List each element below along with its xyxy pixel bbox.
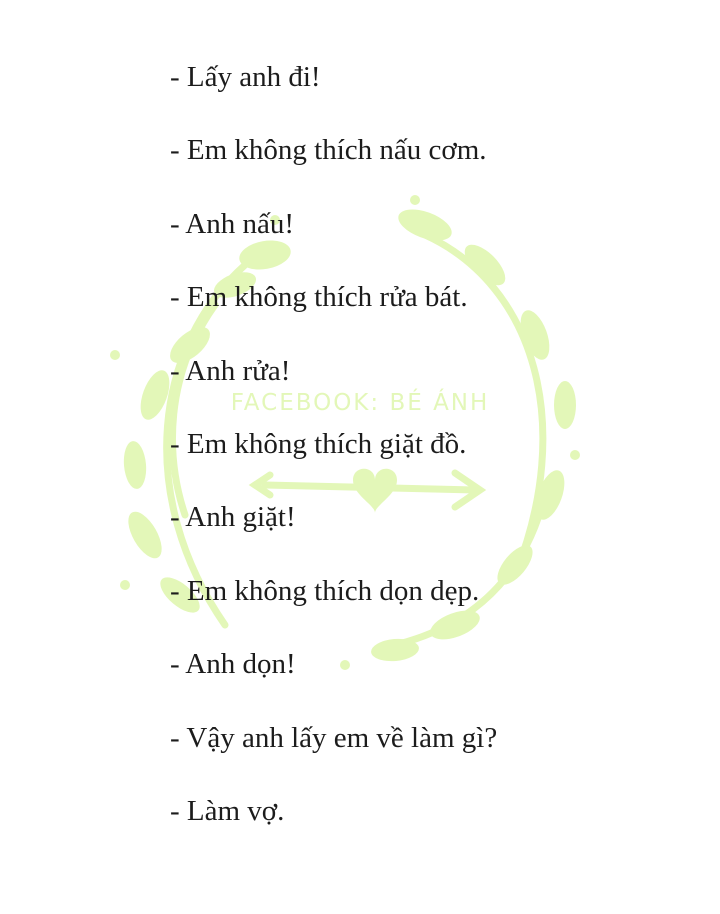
dialogue-line: - Anh dọn! xyxy=(170,648,296,681)
dialogue-line: - Vậy anh lấy em về làm gì? xyxy=(170,721,498,754)
dialogue-line: - Em không thích nấu cơm. xyxy=(170,134,487,167)
dialogue-line: - Làm vợ. xyxy=(170,794,285,827)
dialogue-line: - Em không thích giặt đồ. xyxy=(170,427,467,460)
dialogue-line: - Em không thích dọn dẹp. xyxy=(170,574,480,607)
dialogue-line: - Anh nấu! xyxy=(170,207,295,240)
dialogue-list xyxy=(170,55,497,862)
watermark-text: FACEBOOK: BÉ ÁNH xyxy=(230,390,490,416)
dialogue-line: - Anh rửa! xyxy=(170,354,291,387)
dialogue-line: - Anh giặt! xyxy=(170,501,296,534)
dialogue-line: - Lấy anh đi! xyxy=(170,61,321,93)
dialogue-line: - Em không thích rửa bát. xyxy=(170,281,468,314)
